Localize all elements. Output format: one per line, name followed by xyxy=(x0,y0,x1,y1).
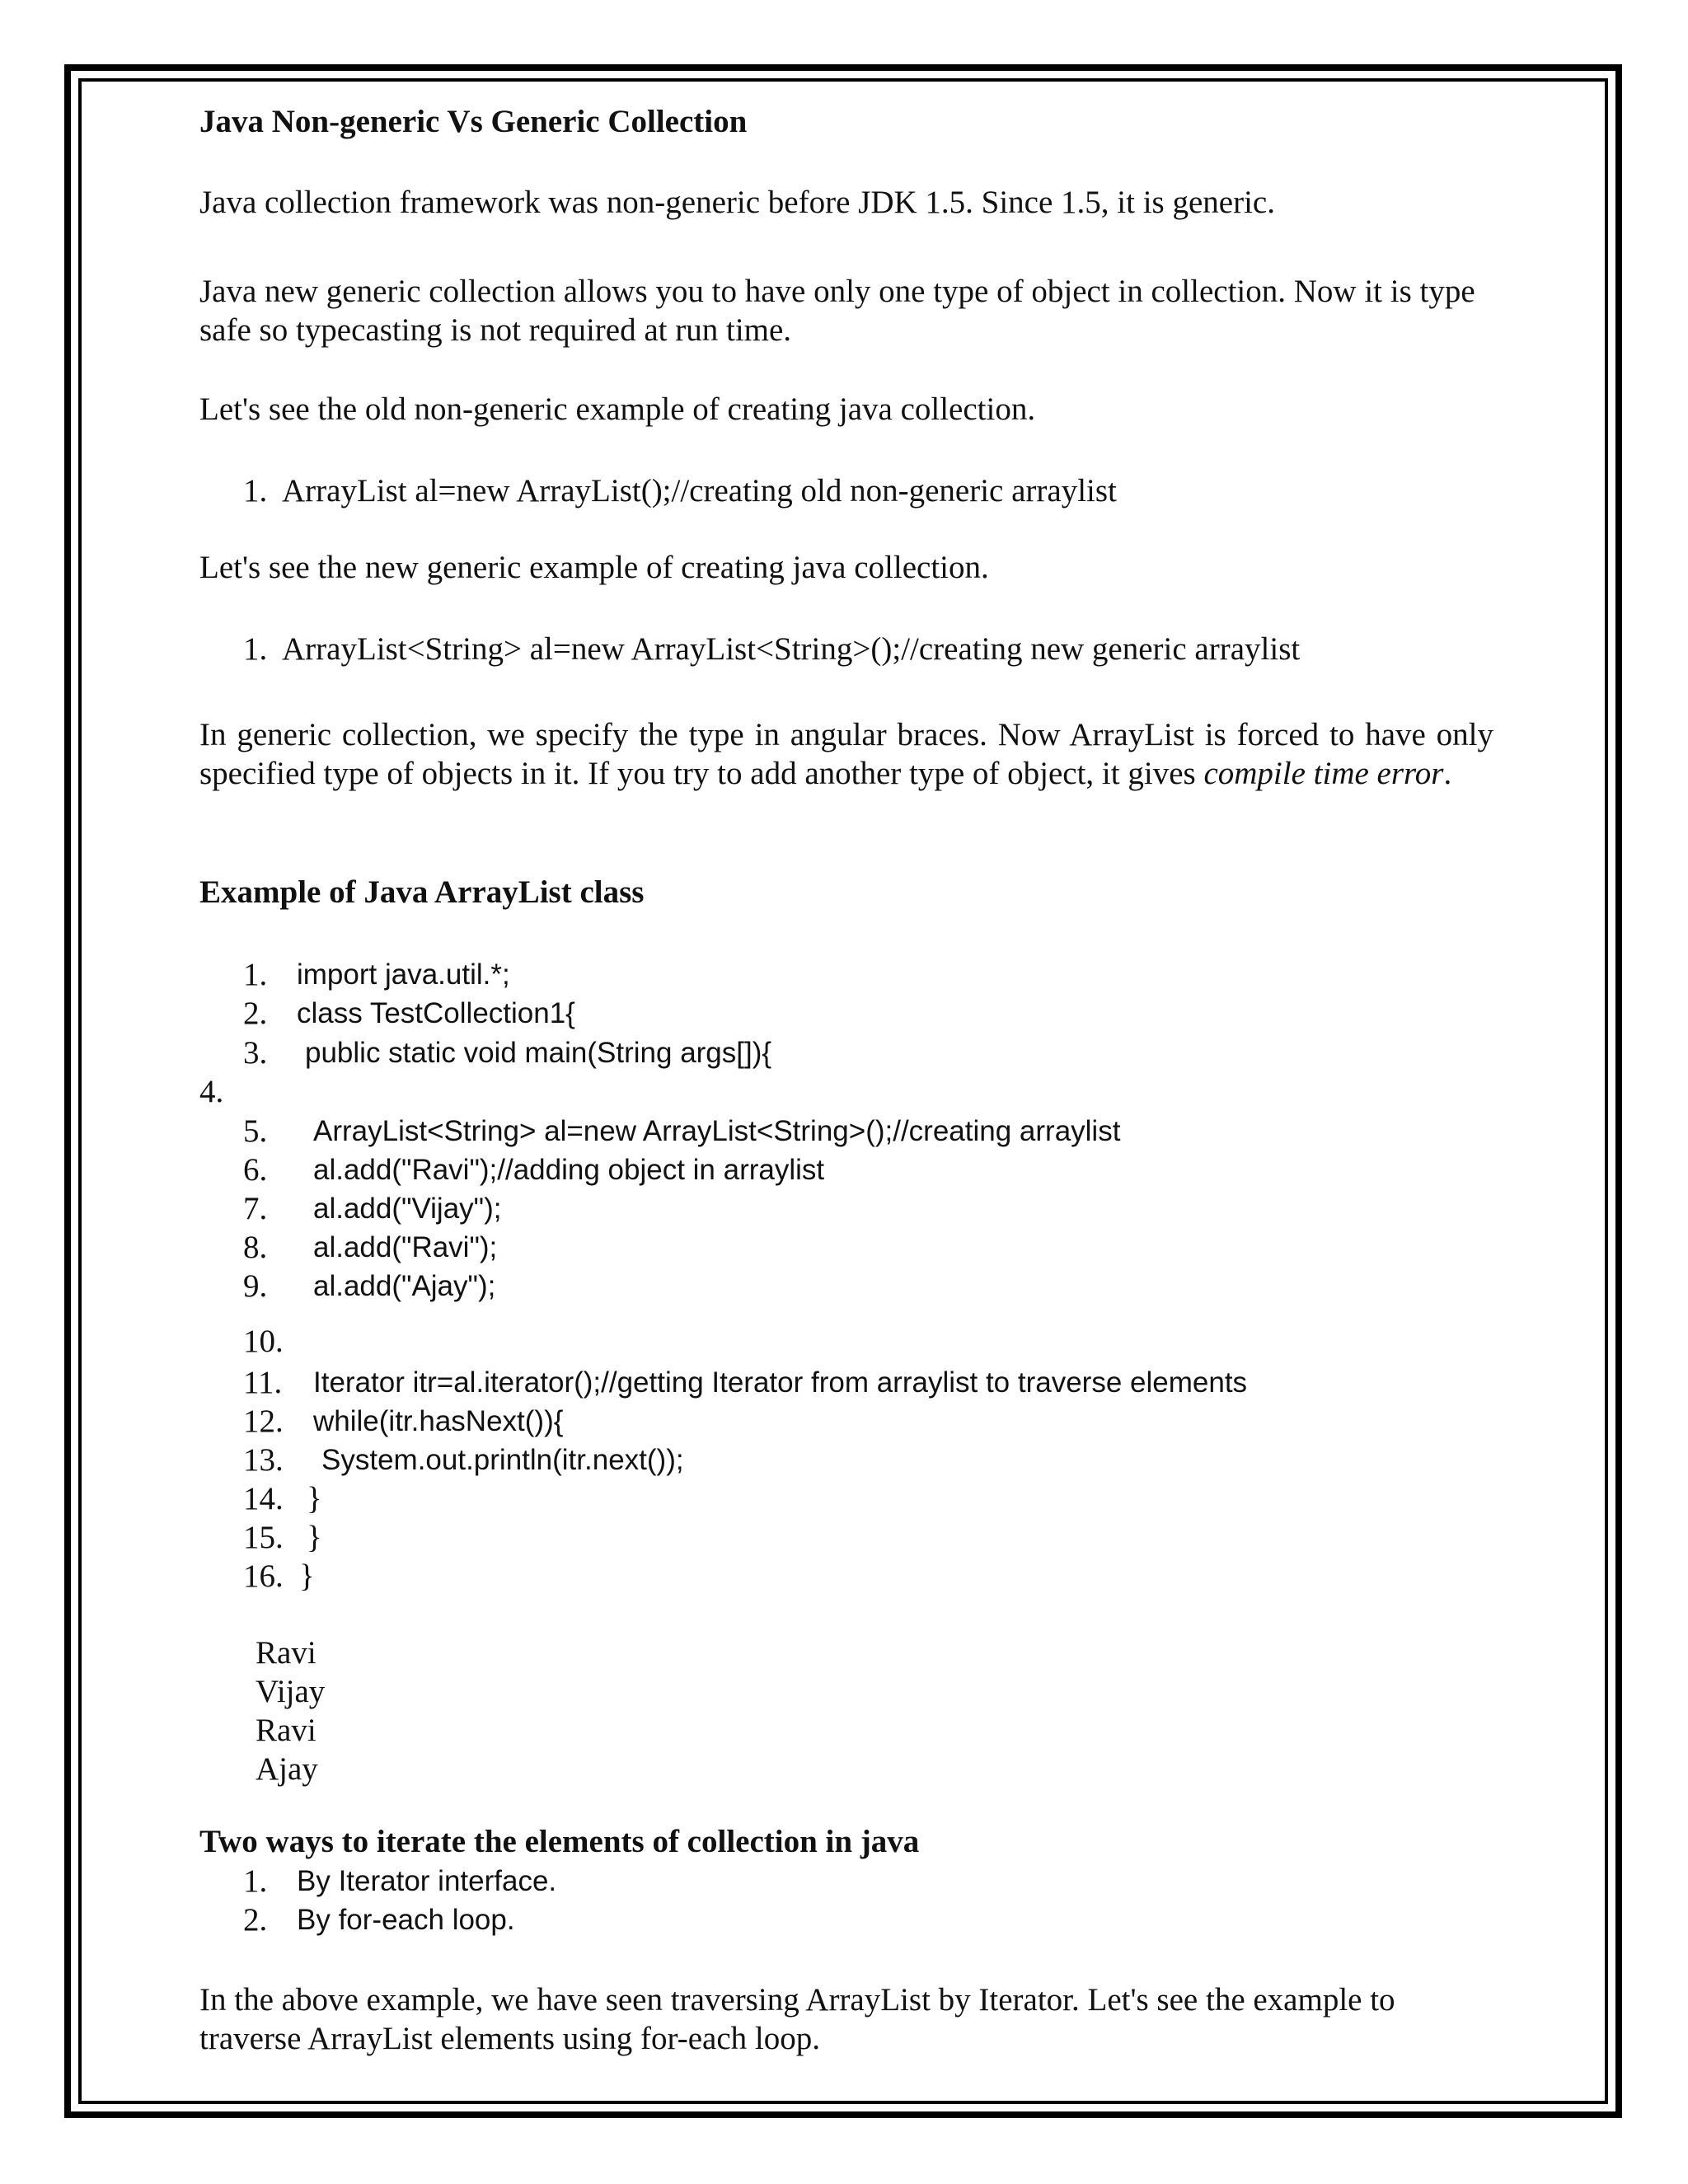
code-line-number: 1. xyxy=(243,957,268,992)
output-line: Ravi xyxy=(256,1635,316,1671)
paragraph-angular-braces-end: . xyxy=(1443,756,1452,791)
code-line-number: 15. xyxy=(243,1520,284,1555)
paragraph-angular-braces xyxy=(199,715,1493,793)
code-line: al.add("Ajay"); xyxy=(313,1270,496,1302)
code-line: } xyxy=(307,1481,322,1516)
output-line: Ajay xyxy=(256,1751,318,1787)
code-line: ArrayList<String> al=new ArrayList<String>();//creating arraylist xyxy=(313,1115,1121,1147)
code-line: while(itr.hasNext()){ xyxy=(313,1405,564,1437)
code2-line: ArrayList<String> al=new ArrayList<String>();//creating new generic arraylist xyxy=(282,631,1301,667)
code-line-number: 12. xyxy=(243,1404,284,1439)
paragraph-angular-braces-text: In generic collection, we specify the type in angular braces. Now ArrayList is forced to have only specified type of objects in it. If you try to add another type of object, it gives xyxy=(199,717,1493,791)
code-line: System.out.println(itr.next()); xyxy=(321,1444,684,1476)
code-line-number: 4. xyxy=(199,1074,224,1109)
code-line: al.add("Vijay"); xyxy=(313,1193,502,1225)
code-line-number: 13. xyxy=(243,1442,284,1478)
list-item: By for-each loop. xyxy=(297,1904,515,1936)
code1-line-number: 1. xyxy=(243,473,268,509)
code-line-number: 5. xyxy=(243,1113,268,1149)
paragraph-old-example: Let's see the old non-generic example of creating java collection. xyxy=(199,391,1036,427)
section-heading-iterate-ways: Two ways to iterate the elements of collection in java xyxy=(199,1824,920,1859)
emphasis-compile-time-error: compile time error xyxy=(1203,756,1444,791)
code-line-number: 2. xyxy=(243,996,268,1031)
code-line: al.add("Ravi");//adding object in arraylist xyxy=(313,1154,825,1186)
code-line: public static void main(String args[]){ xyxy=(305,1037,772,1069)
code-line-number: 9. xyxy=(243,1268,268,1304)
output-line: Ravi xyxy=(256,1713,316,1748)
paragraph-intro: Java collection framework was non-generic before JDK 1.5. Since 1.5, it is generic. xyxy=(199,185,1275,220)
paragraph-for-each-intro: In the above example, we have seen traversing ArrayList by Iterator. Let's see the example to traverse ArrayList elements using for-each loop. xyxy=(199,1982,1395,2056)
paragraph-new-example: Let's see the new generic example of creating java collection. xyxy=(199,550,989,585)
code2-line-number: 1. xyxy=(243,631,268,667)
paragraph-generic-collection: Java new generic collection allows you to have only one type of object in collection. Now it is type safe so typecasting is not required at run time. xyxy=(199,274,1475,348)
code-line-number: 3. xyxy=(243,1035,268,1071)
code-line-number: 7. xyxy=(243,1191,268,1226)
code-line: class TestCollection1{ xyxy=(297,997,575,1029)
code-line-number: 16. xyxy=(243,1558,284,1594)
code-line: import java.util.*; xyxy=(297,958,510,991)
code-line-number: 14. xyxy=(243,1481,284,1516)
code-line-number: 8. xyxy=(243,1230,268,1265)
output-line: Vijay xyxy=(256,1674,326,1709)
code-line-number: 11. xyxy=(243,1365,283,1400)
code-line: Iterator itr=al.iterator();//getting Iterator from arraylist to traverse elements xyxy=(313,1366,1248,1399)
code-line: al.add("Ravi"); xyxy=(313,1231,498,1263)
code-line: } xyxy=(307,1520,322,1555)
code1-line: ArrayList al=new ArrayList();//creating old non-generic arraylist xyxy=(282,473,1117,509)
list-item: By Iterator interface. xyxy=(297,1865,557,1897)
list-item-number: 2. xyxy=(243,1902,268,1938)
section-heading-generics: Java Non-generic Vs Generic Collection xyxy=(199,104,748,139)
code-line-number: 10. xyxy=(243,1324,284,1359)
code-line: } xyxy=(299,1558,315,1594)
section-heading-arraylist-example: Example of Java ArrayList class xyxy=(199,874,645,910)
code-line-number: 6. xyxy=(243,1152,268,1188)
list-item-number: 1. xyxy=(243,1863,268,1899)
